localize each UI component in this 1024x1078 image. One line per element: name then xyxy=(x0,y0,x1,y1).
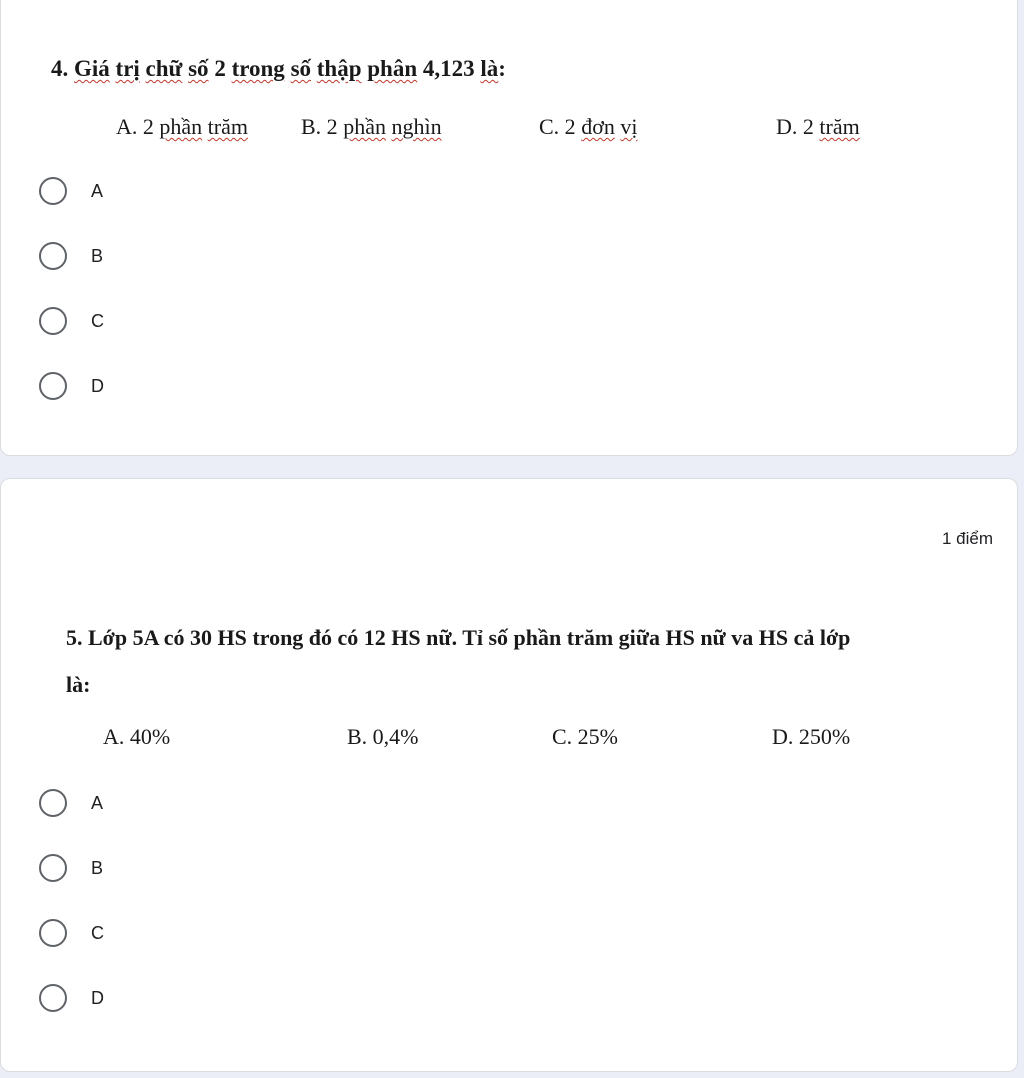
option-d-text: D. 250% xyxy=(772,724,851,749)
choice-label: D xyxy=(91,375,104,396)
title-text: 4. xyxy=(51,56,74,81)
title-text: trị xyxy=(115,56,140,81)
points-label: 1 điểm xyxy=(941,529,993,548)
radio-button[interactable] xyxy=(39,372,67,400)
choice-b[interactable] xyxy=(39,852,103,884)
title-text: thập xyxy=(316,56,362,81)
option-a-text: A. 40% xyxy=(103,724,171,749)
choice-a[interactable] xyxy=(39,175,103,207)
radio-button[interactable] xyxy=(39,854,67,882)
choice-c[interactable] xyxy=(39,305,104,337)
question-title-line-1: 5. Lớp 5A có 30 HS trong đó có 12 HS nữ. Tỉ số phần trăm giữa HS nữ va HS cả lớp xyxy=(66,625,851,650)
choice-label: A xyxy=(91,180,104,201)
title-text: trong xyxy=(231,56,285,81)
title-text: : xyxy=(498,56,506,81)
title-text: 4,123 xyxy=(417,56,481,81)
title-text: chữ xyxy=(145,56,183,81)
option-c-text: C. 2 đơn vị xyxy=(539,114,638,139)
choice-c[interactable] xyxy=(39,917,104,949)
choice-label: C xyxy=(91,310,104,331)
option-d-text: D. 2 trăm xyxy=(776,114,860,139)
title-text: 2 xyxy=(208,56,232,81)
radio-button[interactable] xyxy=(39,177,67,205)
title-text: phân xyxy=(367,56,418,81)
radio-button[interactable] xyxy=(39,307,67,335)
question-card-5 xyxy=(0,478,1018,1072)
title-text: là xyxy=(480,56,499,81)
choice-label: B xyxy=(91,245,104,266)
title-text: số xyxy=(188,56,209,81)
radio-button[interactable] xyxy=(39,919,67,947)
option-b-text: B. 2 phần nghìn xyxy=(301,114,442,139)
title-text: Giá xyxy=(74,56,110,81)
choice-label: D xyxy=(91,987,104,1008)
choice-a[interactable] xyxy=(39,787,103,819)
question-title xyxy=(51,56,506,82)
question-title-line-2: là: xyxy=(66,672,91,697)
choice-d[interactable] xyxy=(39,982,104,1014)
choice-label: B xyxy=(91,857,104,878)
radio-button[interactable] xyxy=(39,984,67,1012)
option-a-text: A. 2 phần trăm xyxy=(116,114,248,139)
choice-label: C xyxy=(91,922,104,943)
option-c-text: C. 25% xyxy=(552,724,618,749)
question-card-4 xyxy=(0,0,1018,456)
choice-d[interactable] xyxy=(39,370,104,402)
option-b-text: B. 0,4% xyxy=(347,724,419,749)
title-text: số xyxy=(290,56,312,81)
choice-label: A xyxy=(91,792,104,813)
radio-button[interactable] xyxy=(39,242,67,270)
choice-b[interactable] xyxy=(39,240,103,272)
radio-button[interactable] xyxy=(39,789,67,817)
